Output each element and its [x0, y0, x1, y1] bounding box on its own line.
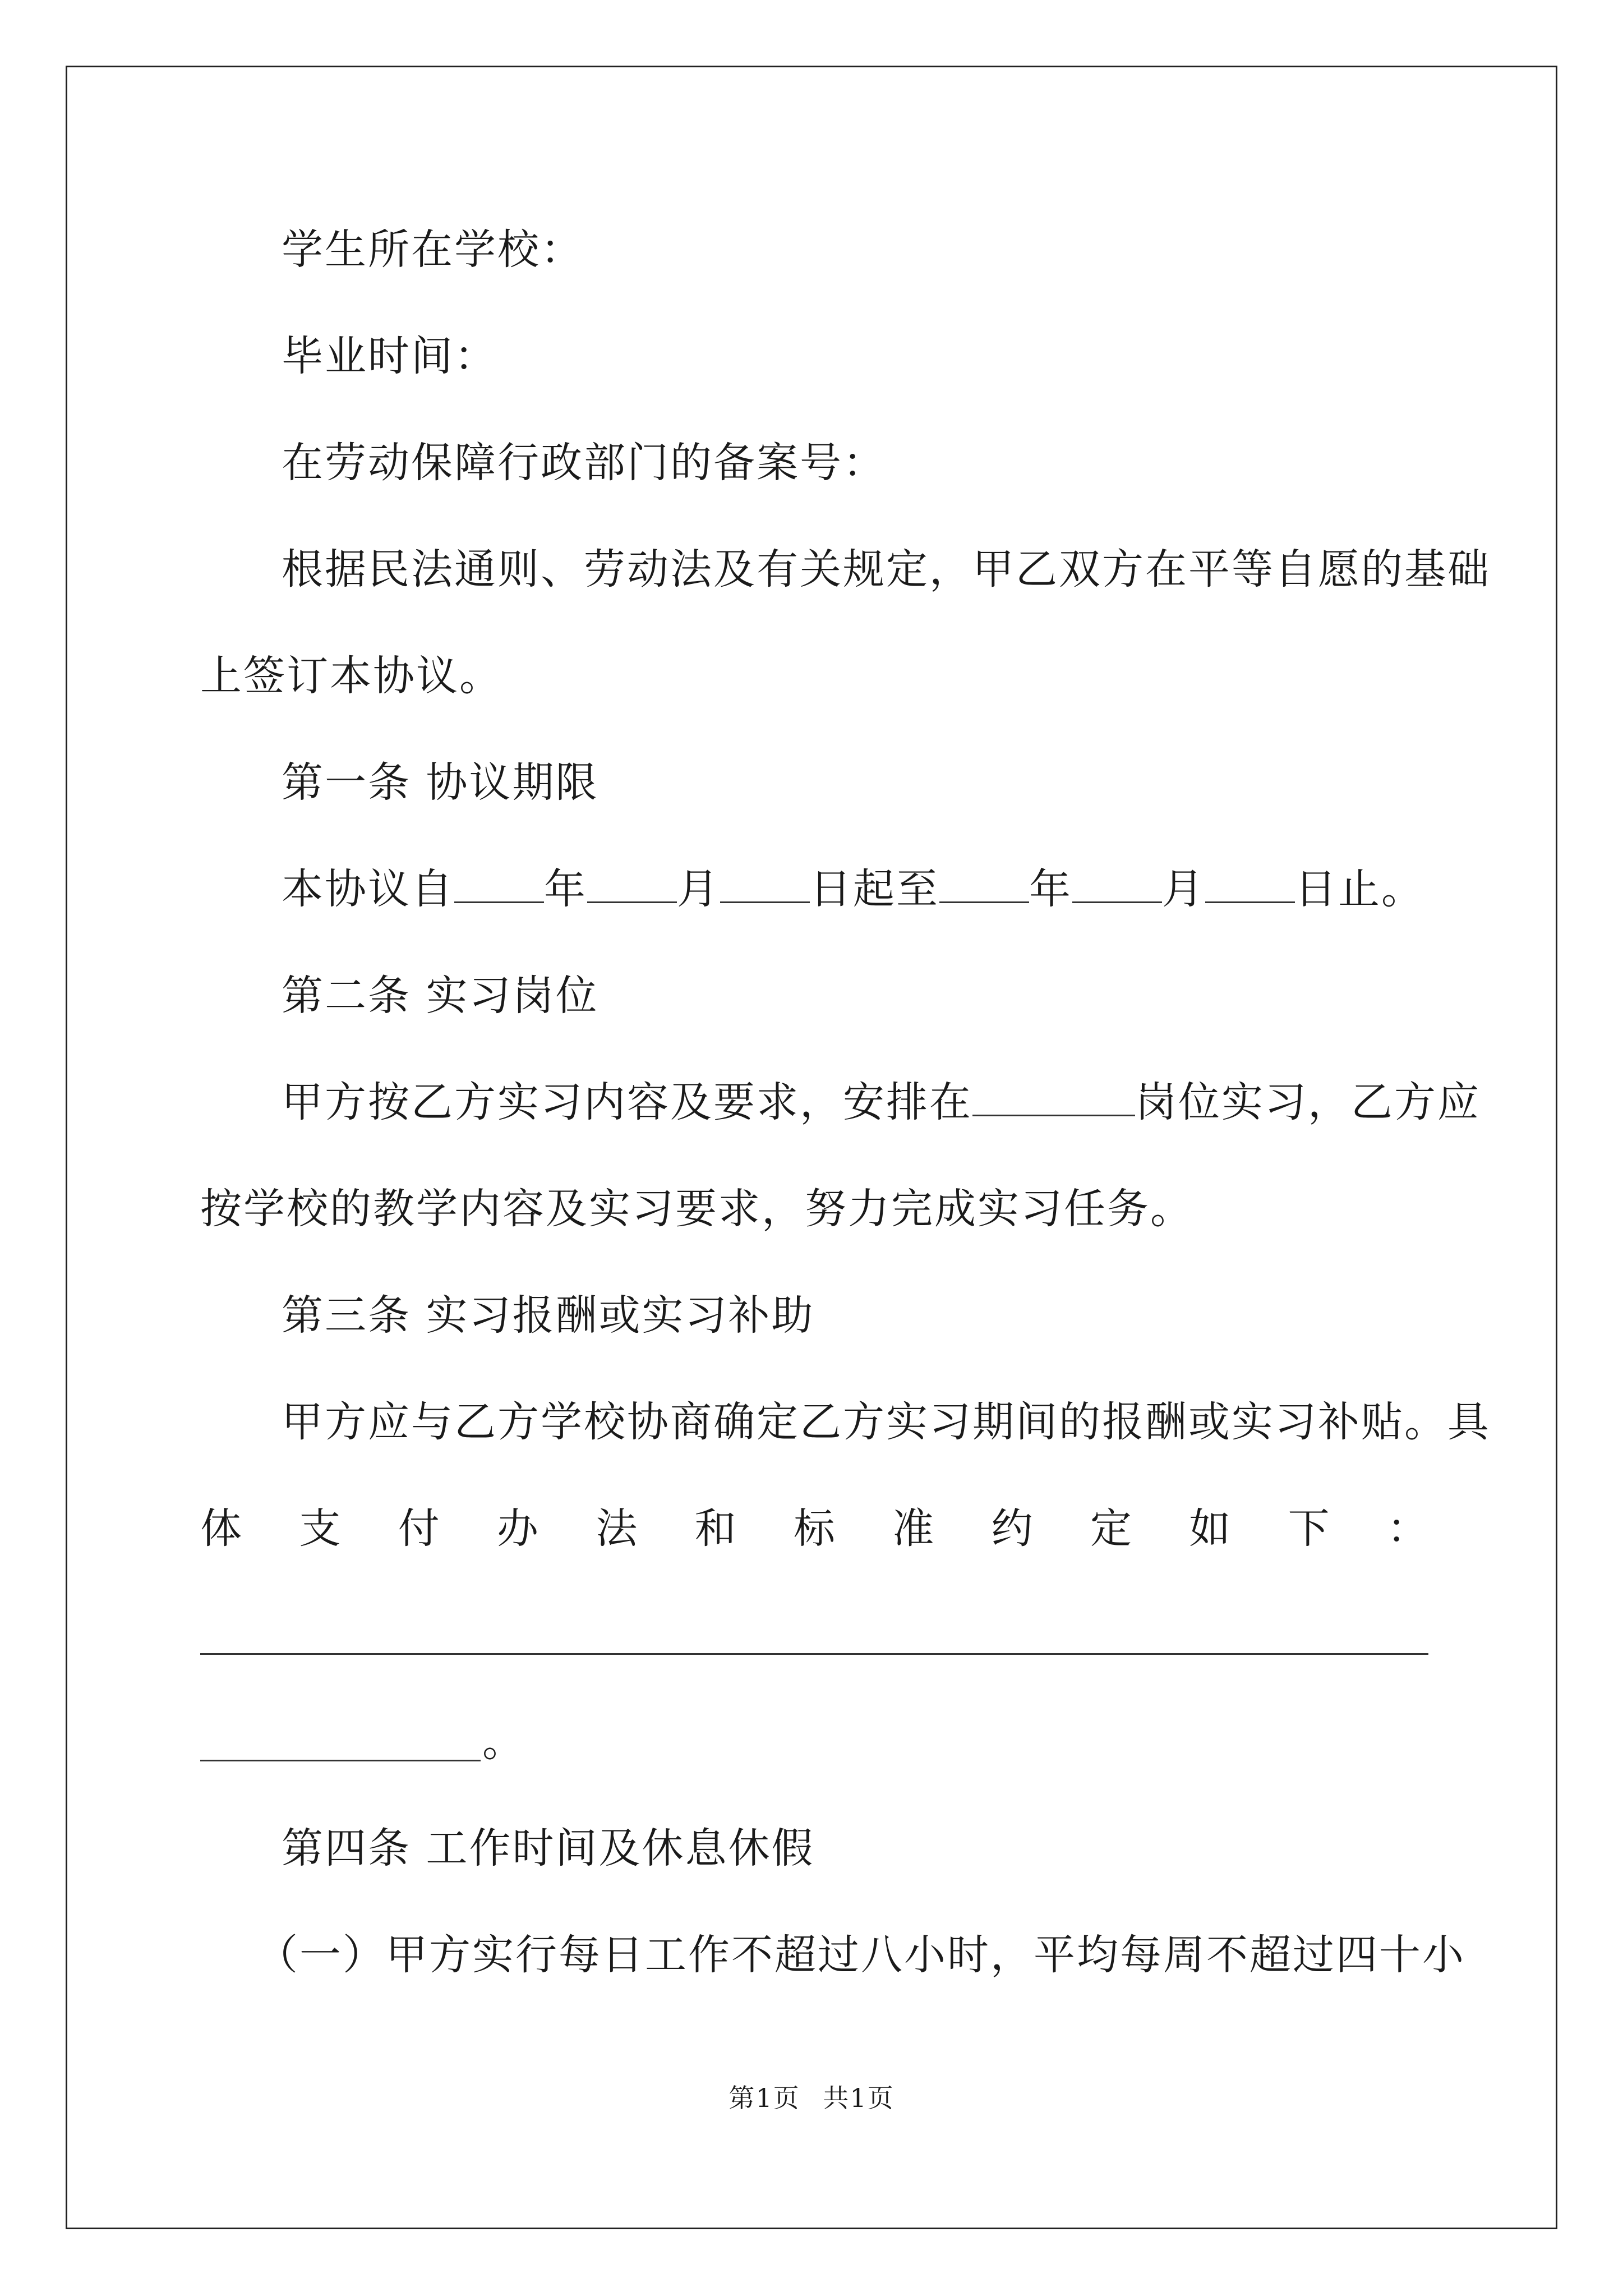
spread-char: ： [1386, 1504, 1428, 1553]
spread-char: 准 [892, 1504, 934, 1553]
school-label: 学生所在学校： [282, 226, 584, 274]
spread-char: 体 [200, 1504, 242, 1553]
article-2-title: 第二条 实习岗位 [282, 972, 599, 1020]
end-day-blank[interactable] [1205, 864, 1295, 903]
payment-blank-line[interactable] [200, 1653, 1428, 1655]
spread-char: 约 [991, 1504, 1033, 1553]
year-blank[interactable] [454, 864, 544, 903]
page-current: 第1页 [728, 2083, 800, 2113]
spread-char: 付 [398, 1504, 440, 1553]
spread-char: 如 [1189, 1504, 1231, 1553]
spread-char: 法 [596, 1504, 638, 1553]
article-2-text-a: 甲方按乙方实习内容及要求，安排在 [282, 1078, 972, 1126]
article-3-title: 第三条 实习报酬或实习补助 [282, 1291, 815, 1340]
graduation-label: 毕业时间： [282, 332, 497, 380]
end-year-blank[interactable] [939, 864, 1029, 903]
spread-char: 定 [1090, 1504, 1132, 1553]
month-label: 月 [677, 865, 720, 913]
day-blank[interactable] [720, 864, 810, 903]
article-1-paragraph [282, 861, 1424, 917]
article-4-title: 第四条 工作时间及休息休假 [282, 1824, 815, 1872]
article-4-line-1: （一）甲方实行每日工作不超过八小时，平均每周不超过四十小 [256, 1931, 1465, 1979]
article-2-line-2: 按学校的教学内容及实习要求，努力完成实习任务。 [200, 1185, 1193, 1233]
month-blank[interactable] [587, 864, 677, 903]
article-1-title: 第一条 协议期限 [282, 758, 599, 807]
spread-char: 和 [694, 1504, 736, 1553]
spread-char: 下 [1288, 1504, 1330, 1553]
article-2-line-1 [282, 1074, 1481, 1130]
record-label: 在劳动保障行政部门的备案号： [282, 439, 886, 487]
article-3-line-2 [200, 1501, 1428, 1557]
payment-blank-short[interactable] [200, 1760, 481, 1761]
article-3-line-1: 甲方应与乙方学校协商确定乙方实习期间的报酬或实习补贴。具 [282, 1398, 1491, 1446]
day-label: 日起至 [810, 865, 939, 913]
page-border [66, 66, 1557, 2229]
spread-char: 支 [299, 1504, 341, 1553]
article-2-text-b: 岗位实习，乙方应 [1135, 1078, 1481, 1126]
position-blank[interactable] [972, 1078, 1135, 1116]
end-month-label: 月 [1162, 865, 1205, 913]
spread-char: 办 [496, 1504, 538, 1553]
year-label: 年 [544, 865, 587, 913]
intro-line-1: 根据民法通则、劳动法及有关规定，甲乙双方在平等自愿的基础 [282, 545, 1491, 593]
end-day-label: 日止。 [1295, 865, 1424, 913]
end-year-label: 年 [1029, 865, 1072, 913]
end-month-blank[interactable] [1072, 864, 1162, 903]
page-total: 共1页 [823, 2083, 895, 2113]
intro-line-2: 上签订本协议。 [200, 652, 502, 700]
article-1-text-start: 本协议自 [282, 865, 454, 913]
payment-period: 。 [482, 1718, 524, 1766]
spread-char: 标 [793, 1504, 835, 1553]
page-footer [0, 2081, 1623, 2115]
